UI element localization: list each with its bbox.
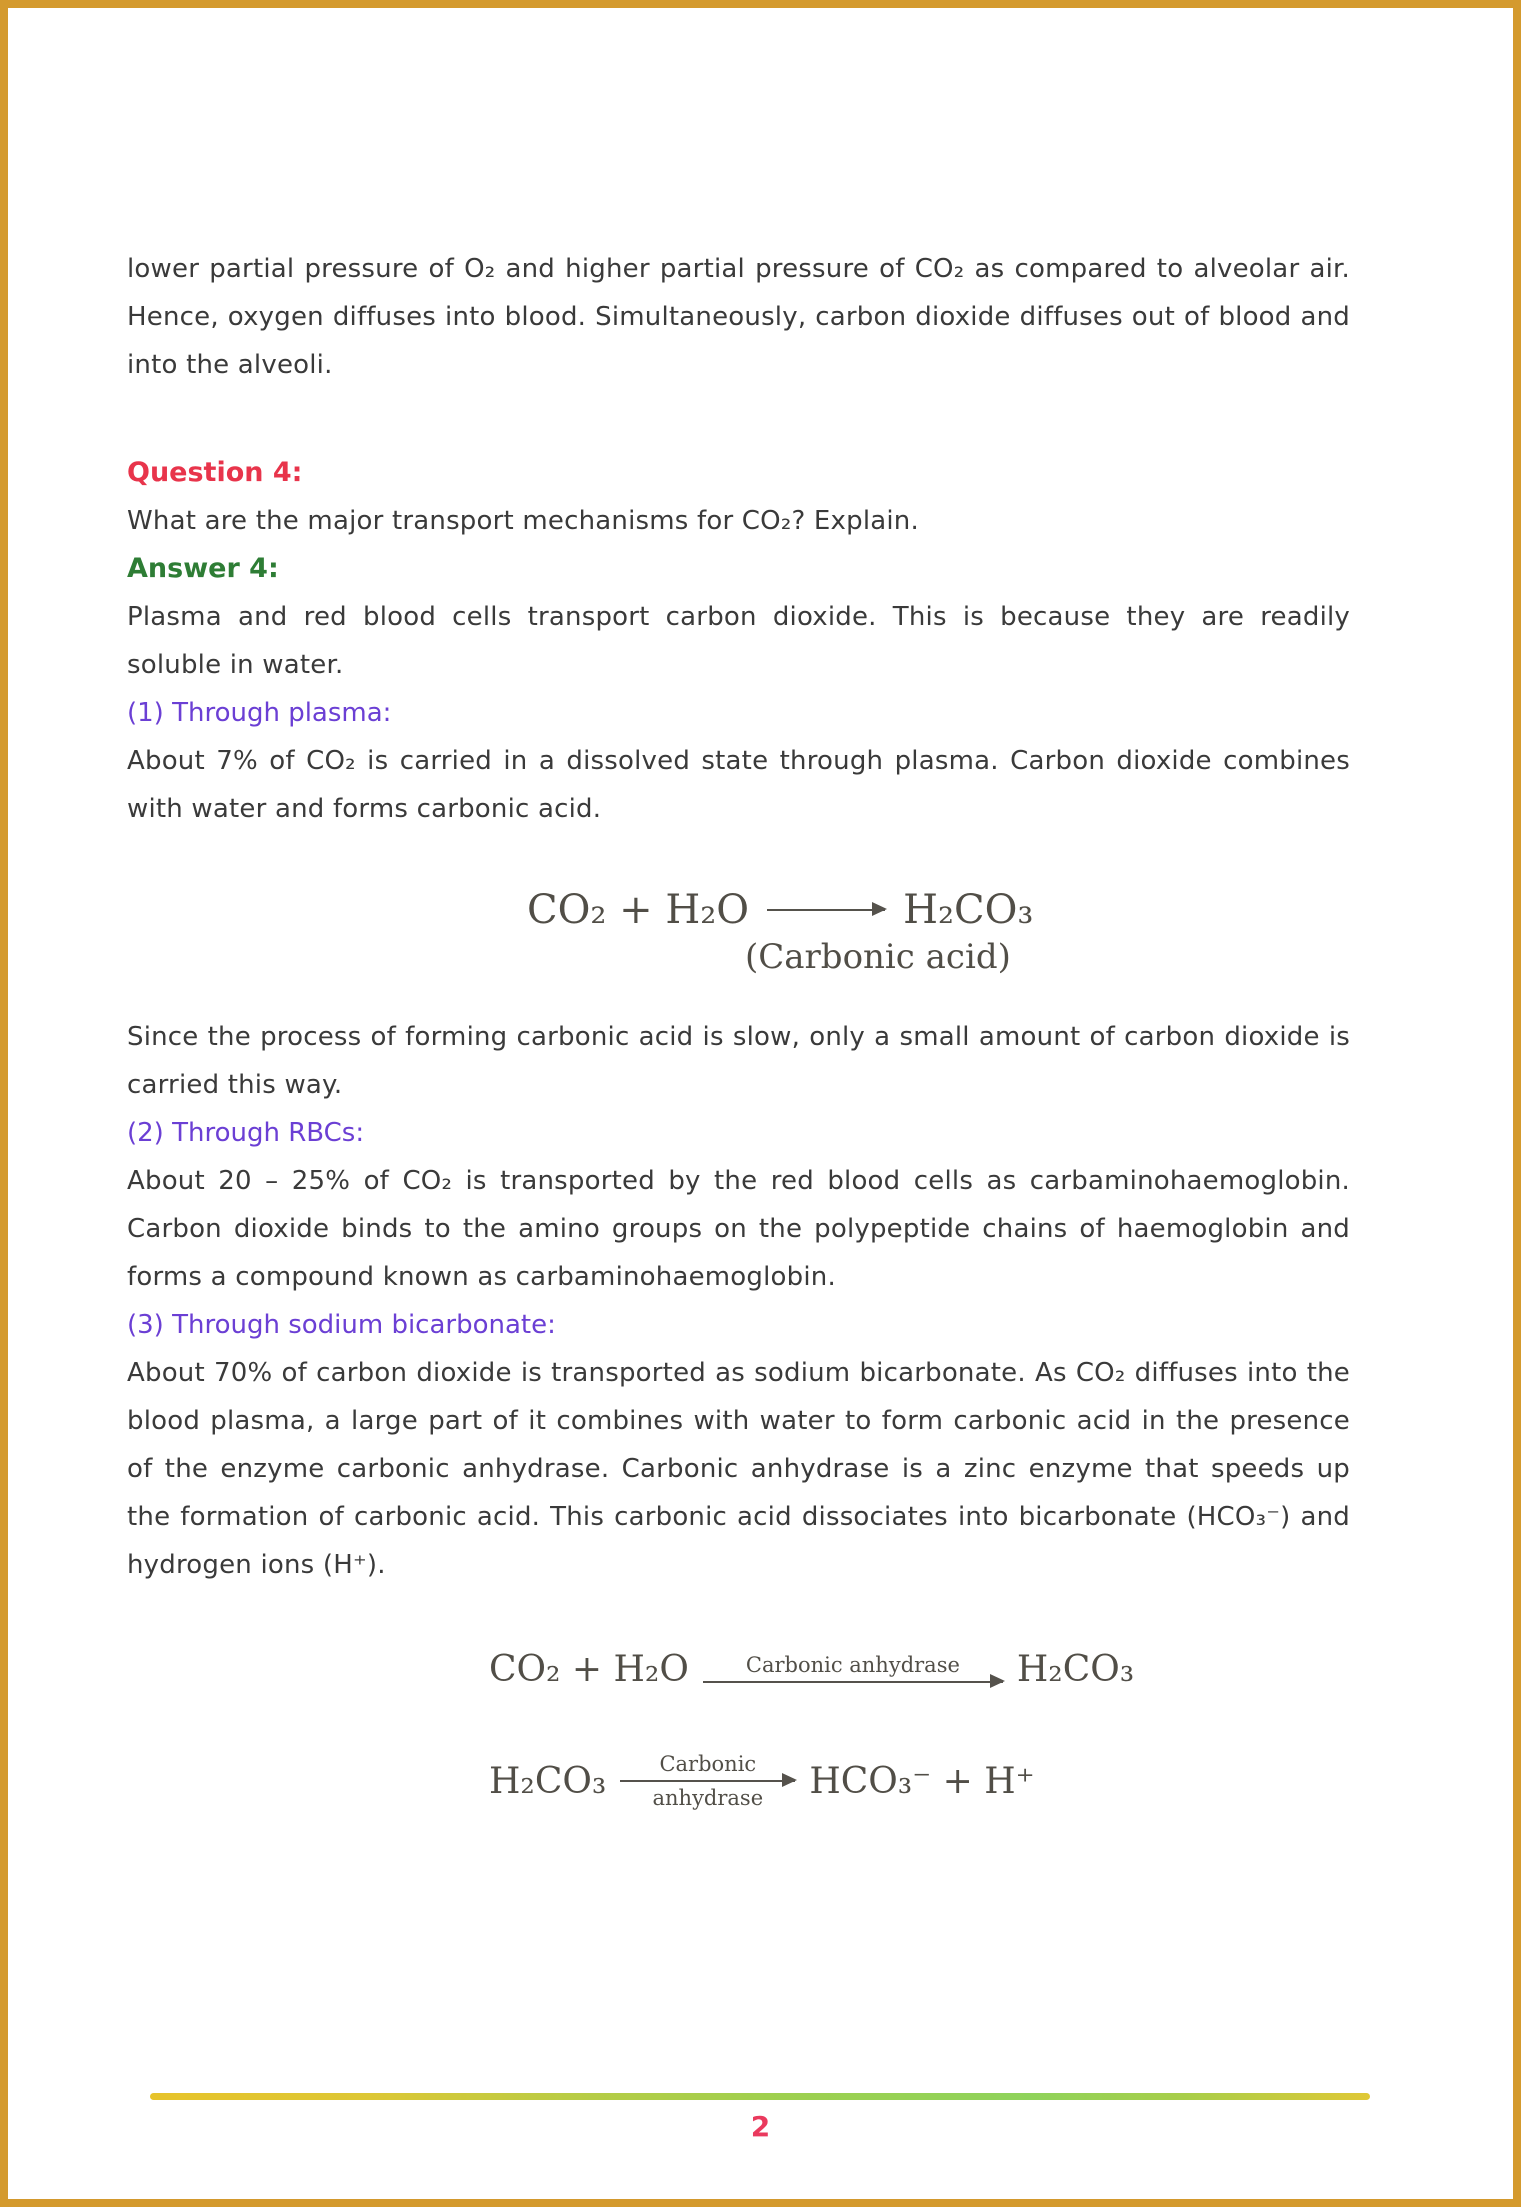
question-heading: Question 4:: [127, 457, 303, 488]
equation2-row: [489, 1649, 1350, 1690]
right-arrow-icon: [767, 909, 885, 911]
equation1-row: [527, 887, 1350, 933]
arrow-shaft: [620, 1780, 795, 1782]
point2-paragraph: About 20 – 25% of CO₂ is transported by the red blood cells as carbaminohaemoglobin. Carbon dioxide binds to the amino groups on the polypeptide chains of haemoglobin and forms a compound known as carbaminohaemoglobin.: [127, 1166, 1350, 1292]
equation1-caption: (Carbonic acid): [745, 937, 1011, 977]
arrow-shaft: [703, 1681, 1003, 1683]
answer-intro-paragraph: Plasma and red blood cells transport carbon dioxide. This is because they are readily soluble in water.: [127, 602, 1350, 680]
page-content: [127, 245, 1350, 1810]
equation3-lhs: H₂CO₃: [489, 1760, 607, 1802]
intro-paragraph: lower partial pressure of O₂ and higher partial pressure of CO₂ as compared to alveolar air. Hence, oxygen diffuses into blood. Simultaneously, carbon dioxide diffuses out of blood and into the alveoli.: [127, 254, 1350, 380]
equation-bicarbonate-dissociation: [489, 1752, 1350, 1810]
labeled-arrow-icon: [620, 1752, 795, 1810]
equation3-arrow-label-top: Carbonic: [659, 1752, 757, 1776]
labeled-arrow-icon: [703, 1653, 1003, 1687]
point1-paragraph: About 7% of CO₂ is carried in a dissolved state through plasma. Carbon dioxide combines with water and forms carbonic acid.: [127, 746, 1350, 824]
equation3-rhs: HCO₃⁻ + H⁺: [809, 1760, 1035, 1802]
equation1-rhs: H₂CO₃: [903, 887, 1034, 933]
question-text: What are the major transport mechanisms for CO₂? Explain.: [127, 506, 919, 536]
equation1-lhs: CO₂ + H₂O: [527, 887, 750, 933]
point1-heading: (1) Through plasma:: [127, 698, 392, 728]
equation2-rhs: H₂CO₃: [1016, 1649, 1135, 1690]
point3-heading: (3) Through sodium bicarbonate:: [127, 1310, 556, 1340]
equation2-lhs: CO₂ + H₂O: [489, 1649, 689, 1690]
footer-divider: [150, 2093, 1370, 2100]
point2-heading: (2) Through RBCs:: [127, 1118, 365, 1148]
equation2-arrow-label: Carbonic anhydrase: [745, 1652, 960, 1677]
since-paragraph: Since the process of forming carbonic acid is slow, only a small amount of carbon dioxide is carried this way.: [127, 1022, 1350, 1100]
equation3-row: [489, 1752, 1350, 1810]
point3-paragraph: About 70% of carbon dioxide is transported as sodium bicarbonate. As CO₂ diffuses into the blood plasma, a large part of it combines with water to form carbonic acid in the presence of the enzyme carbonic anhydrase. Carbonic anhydrase is a zinc enzyme that speeds up the formation of carbonic acid. This carbonic acid dissociates into bicarbonate (HCO₃⁻) and hydrogen ions (H⁺).: [127, 1358, 1350, 1580]
equation-carbonic-acid: [527, 887, 1350, 977]
equation-carbonic-anhydrase-forward: [489, 1649, 1350, 1690]
answer-heading: Answer 4:: [127, 553, 279, 584]
page-number: 2: [750, 2110, 771, 2143]
equation3-arrow-label-bottom: anhydrase: [652, 1786, 764, 1810]
